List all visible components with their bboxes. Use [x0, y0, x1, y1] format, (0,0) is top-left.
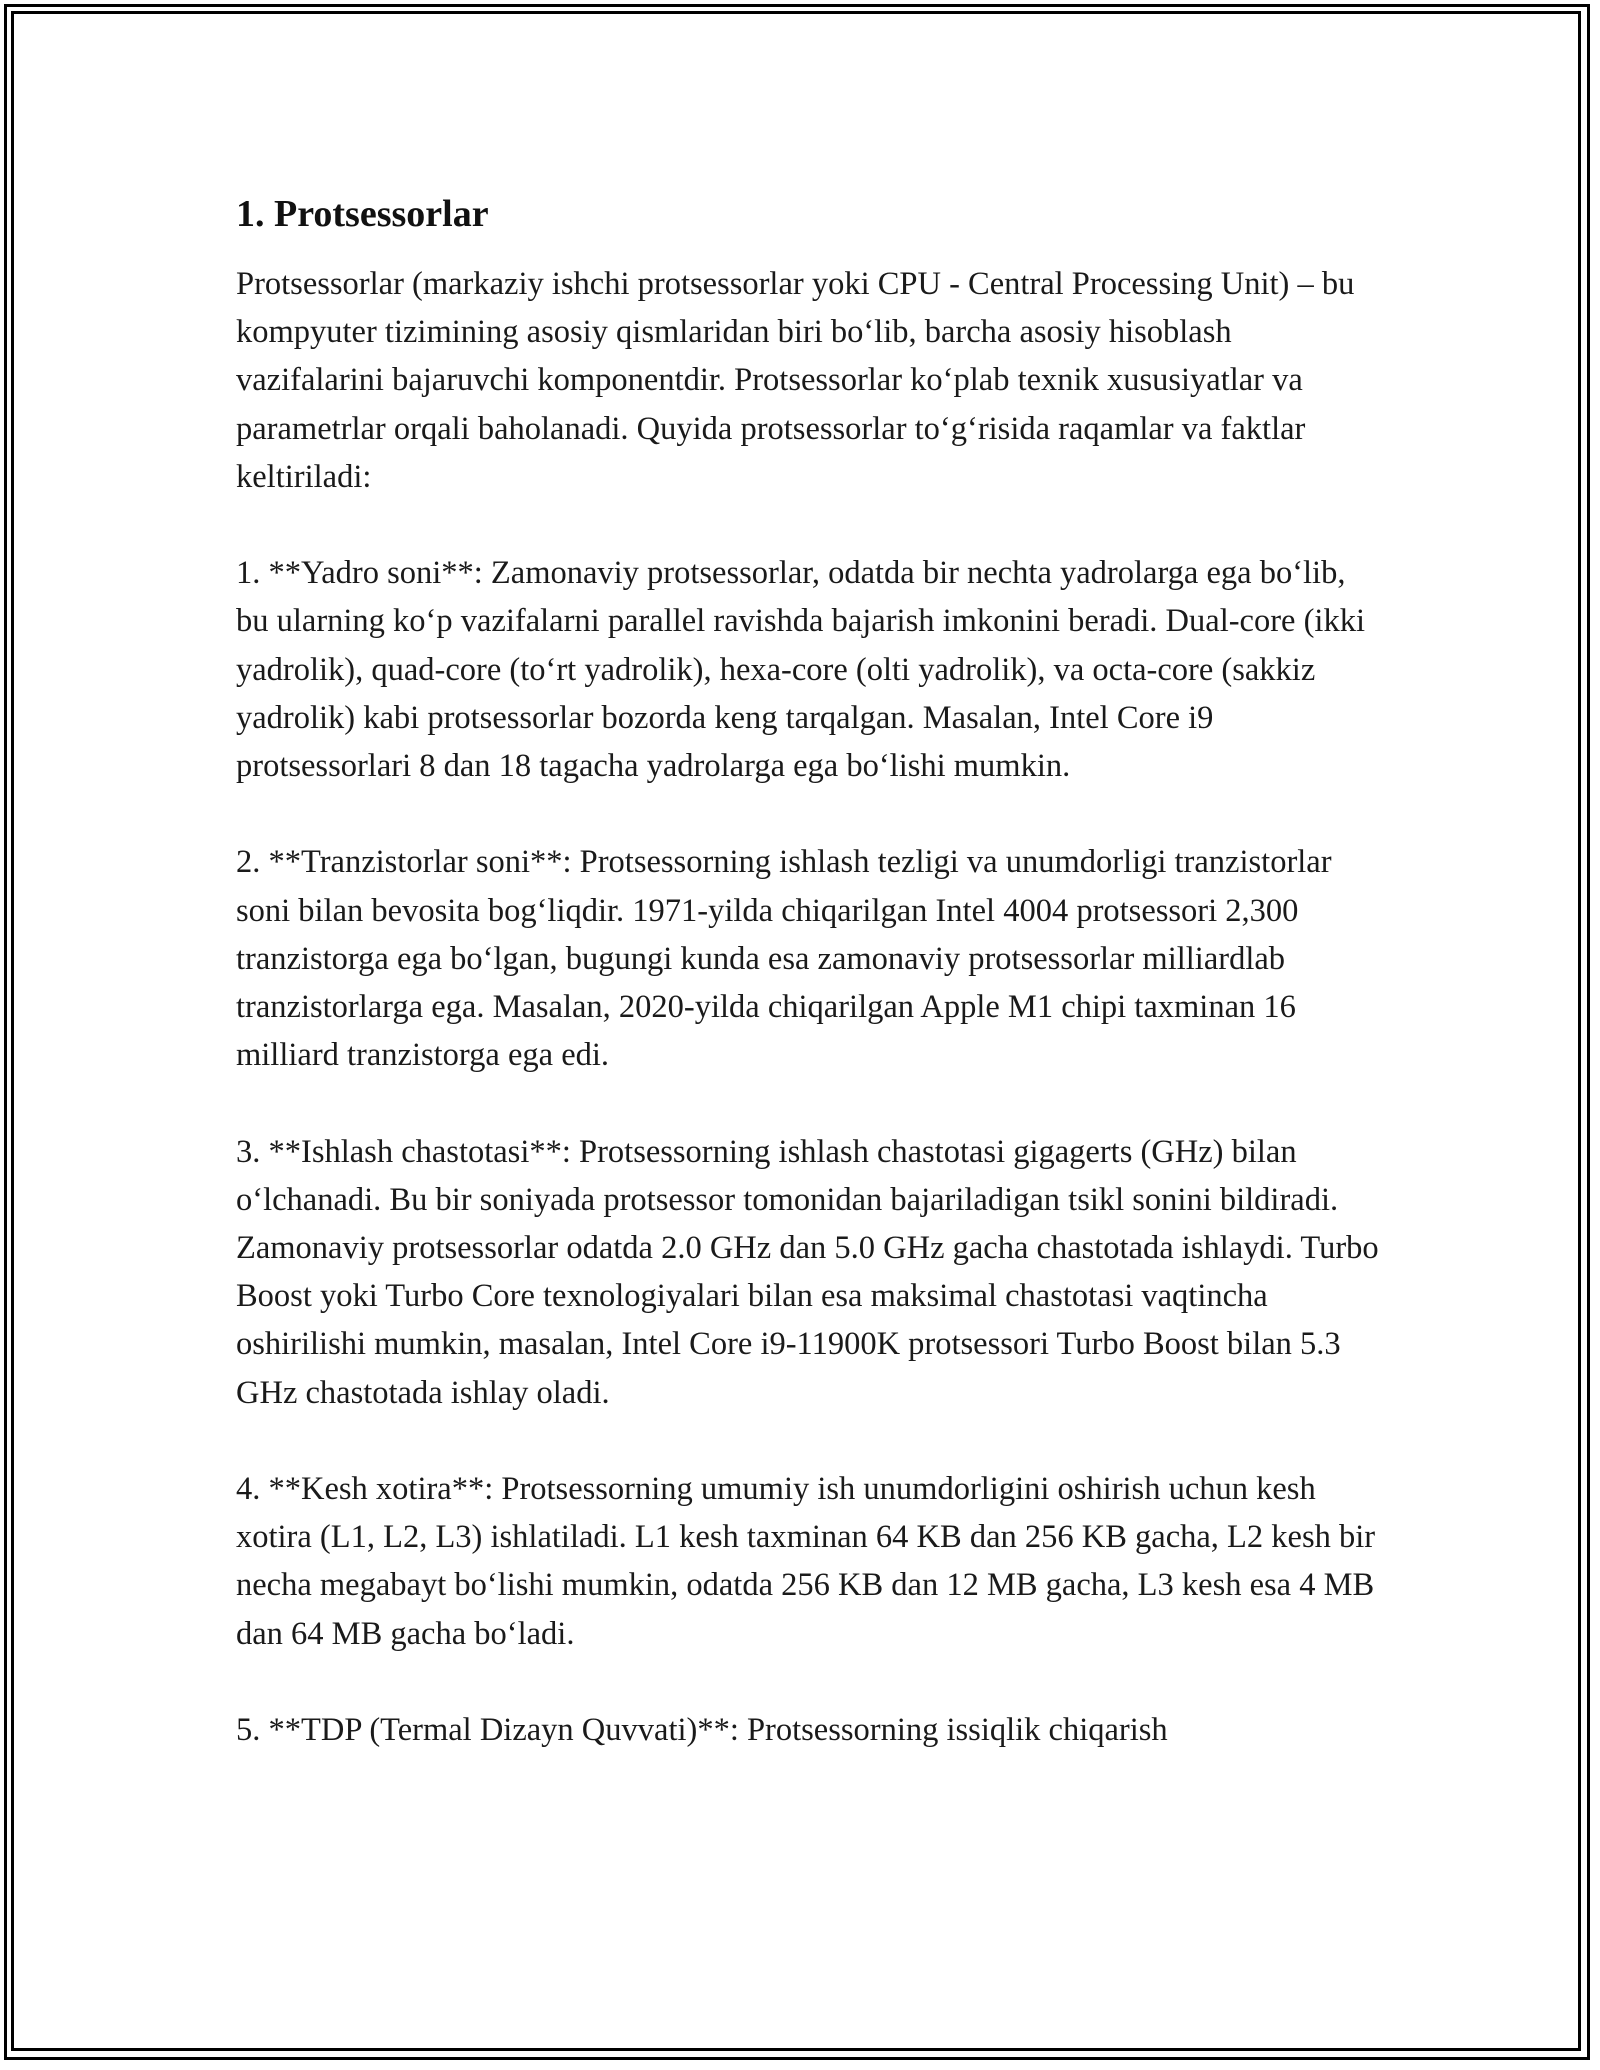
paragraph-tdp: 5. **TDP (Termal Dizayn Quvvati)**: Protsessorning issiqlik chiqarish [236, 1712, 1168, 1749]
paragraph-clock-frequency: 3. **Ishlash chastotasi**: Protsessorning ishlash chastotasi gigagerts (GHz) bilan o‘lchanadi. Bu bir soniyada protsessor tomonidan bajariladigan tsikl sonini bildiradi. Zamonaviy protsessorlar odatda 2.0 GHz dan 5.0 GHz gacha chastotada ishlaydi. Turbo Boost yoki Turbo Core texnologiyalari bilan esa maksimal chastotasi vaqtincha oshirilishi mumkin, masalan, Intel Core i9-11900K protsessori Turbo Boost bilan 5.3 GHz chastotada ishlay oladi. [236, 1133, 1379, 1411]
paragraph-core-count: 1. **Yadro soni**: Zamonaviy protsessorlar, odatda bir nechta yadrolarga ega bo‘lib, bu ularning ko‘p vazifalarni parallel ravishda bajarish imkonini beradi. Dual-core (ikki yadrolik), quad-core (to‘rt yadrolik), hexa-core (olti yadrolik), va octa-core (sakkiz yadrolik) kabi protsessorlar bozorda keng tarqalgan. Masalan, Intel Core i9 protsessorlari 8 dan 18 tagacha yadrolarga ega bo‘lishi mumkin. [236, 555, 1365, 785]
intro-paragraph: Protsessorlar (markaziy ishchi protsessorlar yoki CPU - Central Processing Unit) – bu kompyuter tizimining asosiy qismlaridan biri bo‘lib, barcha asosiy hisoblash vazifalarini bajaruvchi komponentdir. Protsessorlar ko‘plab texnik xususiyatlar va parametrlar orqali baholanadi. Quyida protsessorlar to‘g‘risida raqamlar va faktlar keltiriladi: [236, 266, 1355, 495]
paragraph-cache-memory: 4. **Kesh xotira**: Protsessorning umumiy ish unumdorligini oshirish uchun kesh xotira (L1, L2, L3) ishlatiladi. L1 kesh taxminan 64 KB dan 256 KB gacha, L2 kesh bir necha megabayt bo‘lishi mumkin, odatda 256 KB dan 12 MB gacha, L3 kesh esa 4 MB dan 64 MB gacha bo‘ladi. [236, 1471, 1376, 1652]
document-body [236, 186, 1386, 1802]
page-title: 1. Protsessorlar [236, 193, 489, 235]
paragraph-transistor-count: 2. **Tranzistorlar soni**: Protsessorning ishlash tezligi va unumdorligi tranzistorlar soni bilan bevosita bog‘liqdir. 1971-yilda chiqarilgan Intel 4004 protsessori 2,300 tranzistorga ega bo‘lgan, bugungi kunda esa zamonaviy protsessorlar milliardlab tranzistorlarga ega. Masalan, 2020-yilda chiqarilgan Apple M1 chipi taxminan 16 milliard tranzistorga ega edi. [236, 844, 1332, 1074]
